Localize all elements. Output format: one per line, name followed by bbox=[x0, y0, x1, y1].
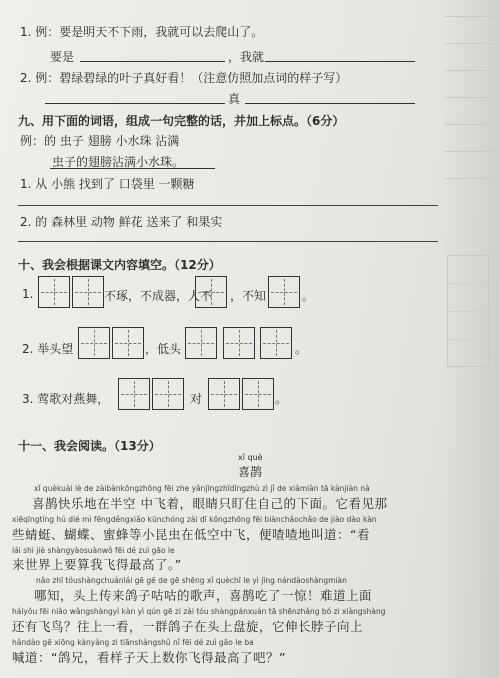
s8-q1-answer-line-1[interactable] bbox=[80, 61, 225, 62]
reading-pinyin-line: lái shì jiè shàngyàosuànwǒ fēi dé zuì gāo le bbox=[12, 546, 175, 555]
s8-q1-label: 1. 例：要是明天不下雨，我就可以去爬山了。 bbox=[20, 25, 264, 39]
writing-box[interactable] bbox=[118, 378, 150, 410]
bleed-through-lines bbox=[445, 16, 493, 205]
writing-box[interactable] bbox=[185, 327, 217, 359]
s8-q2-answer-line-2[interactable] bbox=[245, 103, 415, 104]
s10-q3-end: 。 bbox=[275, 392, 288, 406]
s10-title: 十、我会根据课文内容填空。（12分） bbox=[18, 258, 221, 272]
s10-q2-text: ，低头 bbox=[145, 342, 182, 356]
s9-example-answer: 虫子的翅膀沾满小水珠。 bbox=[52, 155, 185, 169]
writing-box[interactable] bbox=[38, 276, 70, 308]
s8-q1-answer-middle: ，我就 bbox=[228, 50, 265, 64]
s9-q1-answer-line[interactable] bbox=[18, 205, 438, 206]
s10-q3-text: 对 bbox=[190, 392, 203, 406]
s8-q1-answer-line-2[interactable] bbox=[265, 61, 415, 62]
s9-q1-words: 1. 从 小熊 找到了 口袋里 一颗糖 bbox=[20, 177, 195, 191]
s9-q2-answer-line[interactable] bbox=[18, 241, 438, 242]
s10-q3-prefix: 3. 莺歌对燕舞， bbox=[22, 392, 110, 406]
s10-q2-boxes-a bbox=[78, 327, 144, 359]
s10-q1-end: 。 bbox=[302, 289, 315, 303]
s9-example-underline bbox=[50, 168, 215, 169]
bleed-through-table bbox=[447, 255, 489, 367]
reading-pinyin-line: xǐ quèkuài lè de zàibànkōngzhōng fēi zhe yǎnjīngzhīdīngzhù zì jǐ de xiàmiàn tā kànjiàn nà bbox=[34, 484, 370, 493]
s11-title: 十一、我会阅读。（13分） bbox=[18, 439, 161, 453]
s10-q1-boxes-c bbox=[268, 276, 300, 308]
writing-box[interactable] bbox=[260, 327, 292, 359]
writing-box[interactable] bbox=[195, 276, 227, 308]
s10-q1-boxes-a bbox=[38, 276, 104, 308]
s9-q2-words: 2. 的 森林里 动物 鲜花 送来了 和果实 bbox=[20, 215, 223, 229]
reading-pinyin-line: háiyǒu fēi niǎo wǎngshàngyì kàn yì qún gē zi zài tóu shàngpánxuán tā shēnzhǎng bó zi xiàngshàng bbox=[12, 607, 386, 616]
s10-q2-boxes-b bbox=[185, 327, 217, 359]
s8-q1-answer-prefix: 要是 bbox=[50, 50, 75, 64]
story-title: 喜鹊 bbox=[238, 465, 263, 479]
s9-title: 九、用下面的词语，组成一句完整的话，并加上标点。（6分） bbox=[18, 114, 345, 128]
writing-box[interactable] bbox=[72, 276, 104, 308]
s10-q1-text-b: ，不知 bbox=[230, 289, 267, 303]
s10-q2-boxes-c bbox=[223, 327, 255, 359]
s10-q1-number: 1. bbox=[22, 287, 34, 301]
s8-q2-answer-middle: 真 bbox=[228, 92, 241, 106]
s10-q2-end: 。 bbox=[295, 342, 308, 356]
reading-text-line: 还有飞鸟？往上一看，一群鸽子在头上盘旋，它伸长脖子向上 bbox=[12, 619, 364, 634]
s10-q1-boxes-b bbox=[195, 276, 227, 308]
writing-box[interactable] bbox=[223, 327, 255, 359]
s10-q2-boxes-d bbox=[260, 327, 292, 359]
reading-text-line: 来世界上要算我飞得最高了。” bbox=[12, 557, 182, 572]
s10-q3-boxes-a bbox=[118, 378, 184, 410]
s10-q3-boxes-b bbox=[208, 378, 274, 410]
s10-q1-text-a: 不琢，不成器，人不 bbox=[104, 289, 213, 303]
reading-text-line: 喜鹊快乐地在半空 中飞着，眼睛只盯住自己的下面。它看见那 bbox=[32, 496, 388, 511]
reading-text-line: 些蜻蜓、蝴蝶、蜜蜂等小昆虫在低空中飞，便喳喳地叫道：“看 bbox=[12, 527, 370, 542]
writing-box[interactable] bbox=[208, 378, 240, 410]
s8-q2-label: 2. 例：碧绿碧绿的叶子真好看！（注意仿照加点词的样子写） bbox=[20, 71, 348, 85]
reading-text-line: 哪知，头上传来鸽子咕咕的歌声，喜鹊吃了一惊！难道上面 bbox=[34, 588, 373, 603]
writing-box[interactable] bbox=[112, 327, 144, 359]
reading-text-line: 喊道：“鸽兄，看样子天上数你飞得最高了吧？” bbox=[12, 650, 286, 665]
writing-box[interactable] bbox=[268, 276, 300, 308]
reading-pinyin-line: hǎndào gē xiōng kànyàng zi tiānshàngshǔ nǐ fēi dé zuì gāo le ba bbox=[12, 638, 254, 647]
s8-q2-answer-line-1[interactable] bbox=[45, 103, 225, 104]
s10-q2-prefix: 2. 举头望 bbox=[22, 342, 74, 356]
reading-pinyin-line: nǎo zhī tóushàngchuánlái gē gē de gē shēng xǐ quèchī le yì jīng nándàoshàngmiàn bbox=[36, 576, 347, 585]
s9-example-words: 例：的 虫子 翅膀 小水珠 沾满 bbox=[20, 134, 180, 148]
writing-box[interactable] bbox=[242, 378, 274, 410]
story-title-pinyin: xǐ què bbox=[238, 453, 263, 462]
writing-box[interactable] bbox=[152, 378, 184, 410]
reading-pinyin-line: xiēqīngtíng hú dié mì fēngděngxiǎo kūnchóng zài dī kōngzhōng fēi biànchǎochǎo de jiào dào kàn bbox=[12, 515, 377, 524]
writing-box[interactable] bbox=[78, 327, 110, 359]
